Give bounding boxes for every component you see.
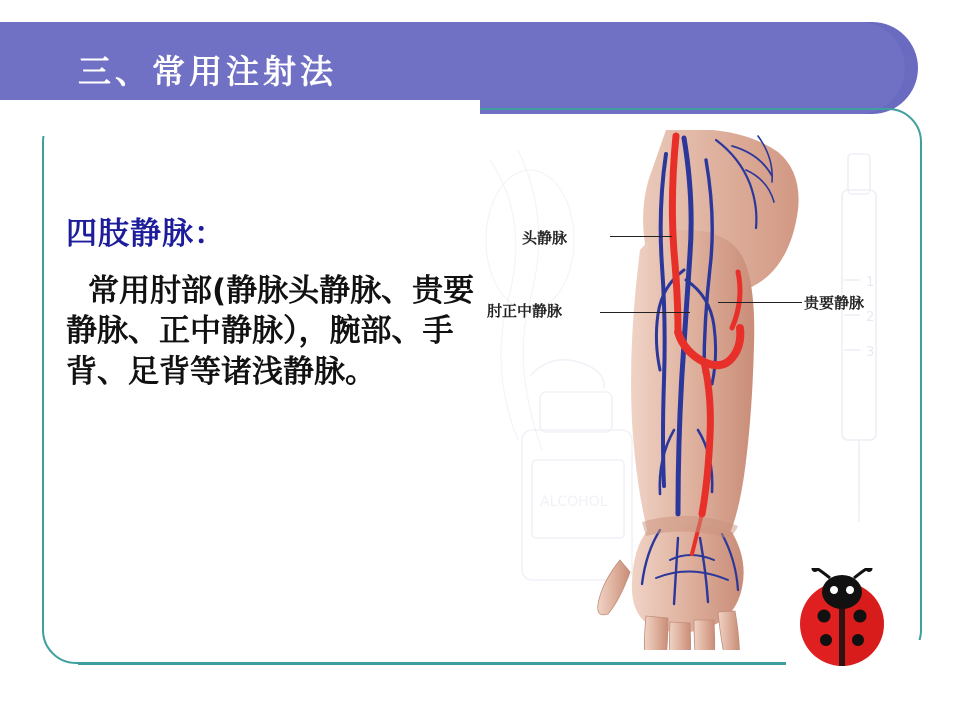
label-cephalic-vein: 头静脉 bbox=[522, 229, 568, 247]
label-median-cubital-vein: 肘正中静脉 bbox=[487, 302, 563, 320]
text-block bbox=[66, 208, 486, 392]
section-heading: 四肢静脉： bbox=[66, 216, 226, 252]
frame-mask-top bbox=[0, 100, 480, 136]
label-basilic-vein: 贵要静脉 bbox=[804, 294, 865, 312]
leader-line-basilic bbox=[718, 302, 802, 303]
page-title: 三、常用注射法 bbox=[78, 52, 337, 91]
ladybug-icon bbox=[790, 568, 894, 672]
section-body: 常用肘部(静脉头静脉、贵要静脉、正中静脉），腕部、手背、足背等诸浅静脉。 bbox=[66, 273, 475, 390]
svg-text:ALCOHOL: ALCOHOL bbox=[540, 494, 608, 510]
leader-line-median bbox=[600, 312, 690, 313]
svg-text:3: 3 bbox=[866, 345, 875, 360]
bottom-rule bbox=[78, 662, 786, 665]
svg-text:1: 1 bbox=[866, 275, 875, 290]
leader-line-cephalic bbox=[610, 236, 672, 237]
svg-text:2: 2 bbox=[866, 310, 875, 325]
